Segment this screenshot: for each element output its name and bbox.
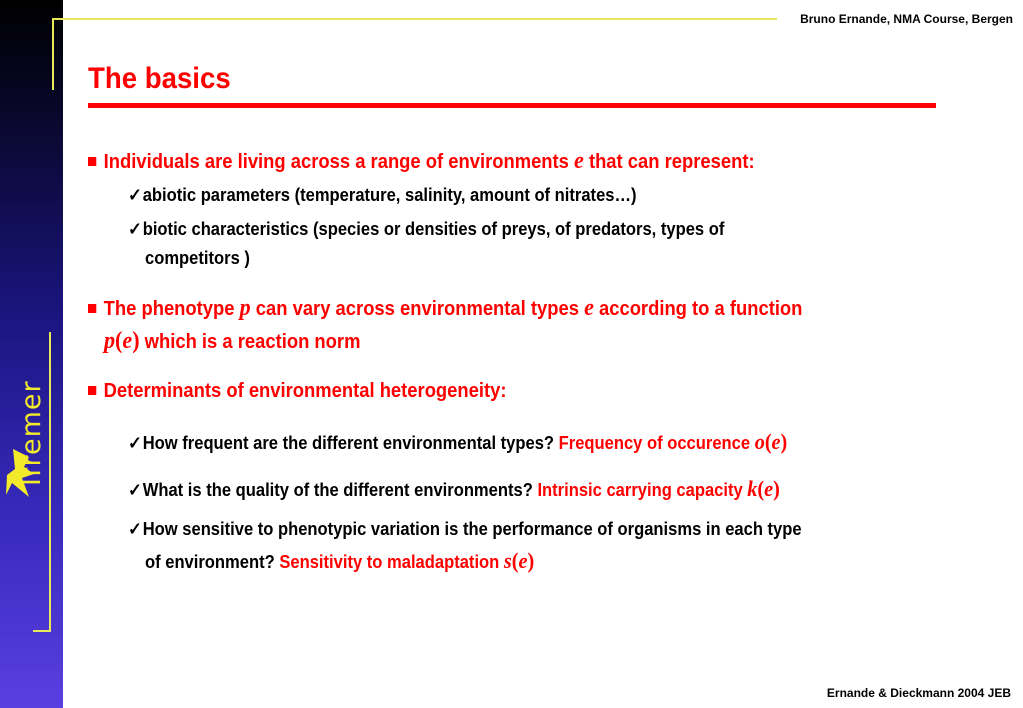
bullet-1-var-e: e [574, 148, 584, 174]
slide-title: The basics [88, 62, 231, 95]
sensitivity-function: s(e) [503, 548, 535, 573]
checkmark-icon: ✓ [128, 185, 142, 205]
sub-frequency [128, 429, 787, 455]
ifremer-logo-text: Ifremer [16, 380, 47, 486]
sub-abiotic [128, 185, 637, 206]
bullet-2-text4: which is a reaction norm [144, 331, 361, 353]
bullet-square-icon [88, 386, 96, 395]
bullet-2-text2: can vary across environmental types [255, 298, 579, 320]
sub-quality-answer: Intrinsic carrying capacity [537, 480, 743, 500]
bullet-2-var-e: e [584, 295, 594, 321]
bullet-2-var-p: p [239, 295, 251, 321]
ifremer-sidebar [0, 0, 63, 708]
sub-frequency-question: How frequent are the different environmental types? [142, 433, 555, 453]
yellow-frame-left-line-upper [52, 18, 54, 90]
checkmark-icon: ✓ [128, 519, 142, 539]
bullet-1-text2: that can represent: [588, 151, 755, 173]
sub-sensitivity-answer: Sensitivity to maladaptation [279, 552, 500, 572]
bullet-1-text: Individuals are living across a range of environments [103, 151, 569, 173]
frequency-function: o(e) [754, 429, 788, 454]
title-underline [88, 103, 936, 108]
yellow-frame-left-line-lower [49, 332, 51, 632]
header-credit: Bruno Ernande, NMA Course, Bergen [800, 12, 1013, 26]
yellow-frame-top-line [52, 18, 777, 20]
sub-biotic-line2: competitors ) [145, 248, 250, 268]
bullet-square-icon [88, 157, 96, 166]
sub-sensitivity-line2 [145, 548, 534, 574]
sub-quality [128, 476, 780, 502]
bullet-2-text3: according to a function [598, 298, 803, 320]
carrying-capacity-function: k(e) [747, 476, 780, 501]
yellow-frame-left-line-bottom [33, 630, 51, 632]
checkmark-icon: ✓ [128, 433, 142, 453]
sub-sensitivity-question-line1: How sensitive to phenotypic variation is the performance of organisms in each type [142, 519, 802, 539]
sub-sensitivity-question-line2: of environment? [145, 552, 275, 572]
bullet-phenotype [88, 295, 802, 322]
bullet-2-line2 [104, 328, 360, 355]
sub-abiotic-text: abiotic parameters (temperature, salinity, amount of nitrates…) [142, 185, 637, 205]
checkmark-icon: ✓ [128, 480, 142, 500]
sub-biotic-line1: biotic characteristics (species or densities of preys, of predators, types of [142, 219, 725, 239]
bullet-determinants [88, 380, 506, 403]
sub-sensitivity [128, 519, 802, 540]
bullet-3-text: Determinants of environmental heterogeneity: [103, 380, 507, 402]
bullet-square-icon [88, 304, 96, 313]
checkmark-icon: ✓ [128, 219, 142, 239]
sub-quality-question: What is the quality of the different environments? [142, 480, 533, 500]
sub-frequency-answer: Frequency of occurence [558, 433, 751, 453]
bullet-2-text1: The phenotype [103, 298, 235, 320]
sub-biotic [128, 219, 724, 240]
bullet-individuals [88, 148, 755, 175]
footer-credit: Ernande & Dieckmann 2004 JEB [826, 686, 1011, 700]
reaction-norm-function: p(e) [104, 328, 140, 354]
